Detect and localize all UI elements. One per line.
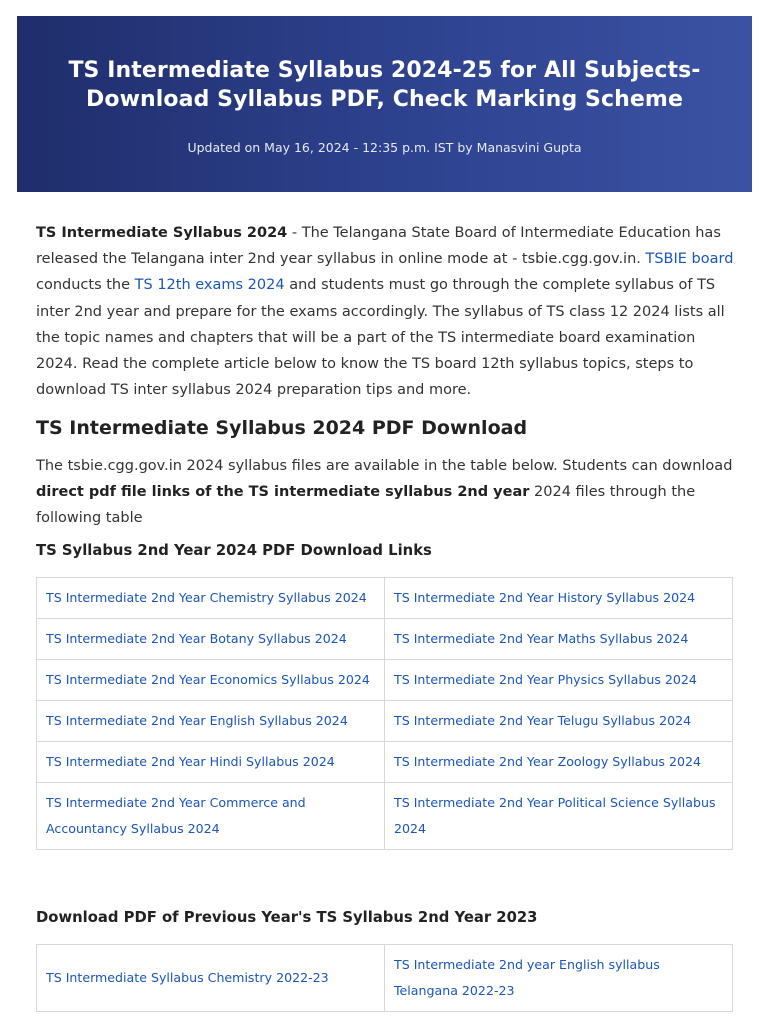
physics-syllabus-link[interactable]: TS Intermediate 2nd Year Physics Syllabus 2024 (394, 672, 697, 688)
ts-12th-exams-link[interactable]: TS 12th exams 2024 (134, 277, 285, 294)
table-row (37, 945, 733, 1012)
page-title: TS Intermediate Syllabus 2024-25 for All Subjects- Download Syllabus PDF, Check Marking Scheme (68, 58, 701, 112)
table-cell (385, 619, 733, 660)
intro-paragraph (36, 220, 736, 403)
intro-text-2: conducts the (36, 277, 135, 294)
desc-text-post: 2024 files through the following table (36, 484, 696, 527)
zoology-syllabus-link[interactable]: TS Intermediate 2nd Year Zoology Syllabus 2024 (394, 754, 702, 770)
updated-meta: Updated on May 16, 2024 - 12:35 p.m. IST by Manasvini Gupta (187, 140, 582, 155)
table-cell (385, 660, 733, 701)
commerce-accountancy-syllabus-link[interactable]: TS Intermediate 2nd Year Commerce and Accountancy Syllabus 2024 (46, 795, 306, 837)
chemistry-2022-23-link[interactable]: TS Intermediate Syllabus Chemistry 2022-23 (46, 970, 329, 986)
maths-syllabus-link[interactable]: TS Intermediate 2nd Year Maths Syllabus 2024 (394, 631, 689, 647)
table-cell (385, 783, 733, 850)
chemistry-syllabus-link[interactable]: TS Intermediate 2nd Year Chemistry Syllabus 2024 (46, 590, 367, 606)
history-syllabus-link[interactable]: TS Intermediate 2nd Year History Syllabus 2024 (394, 590, 696, 606)
previous-year-links-table (36, 944, 733, 1012)
intro-lead: TS Intermediate Syllabus 2024 (36, 225, 288, 241)
previous-year-heading: Download PDF of Previous Year's TS Syllabus 2nd Year 2023 (36, 909, 538, 927)
tsbie-board-link[interactable]: TSBIE board (645, 251, 734, 268)
table-row (37, 619, 733, 660)
table-cell (37, 783, 385, 850)
article-body (36, 220, 736, 1012)
article-header (17, 16, 752, 192)
political-science-syllabus-link[interactable]: TS Intermediate 2nd Year Political Science Syllabus 2024 (394, 795, 716, 837)
table-cell (385, 578, 733, 619)
table-row (37, 701, 733, 742)
table-cell (385, 742, 733, 783)
hindi-syllabus-link[interactable]: TS Intermediate 2nd Year Hindi Syllabus 2024 (46, 754, 335, 770)
table-row (37, 578, 733, 619)
botany-syllabus-link[interactable]: TS Intermediate 2nd Year Botany Syllabus 2024 (46, 631, 347, 647)
english-2022-23-link[interactable]: TS Intermediate 2nd year English syllabus Telangana 2022-23 (394, 957, 660, 999)
english-syllabus-link[interactable]: TS Intermediate 2nd Year English Syllabus 2024 (46, 713, 348, 729)
table-row (37, 660, 733, 701)
table-row (37, 783, 733, 850)
section-heading-pdf-download: TS Intermediate Syllabus 2024 PDF Download (36, 417, 528, 440)
table-cell (37, 660, 385, 701)
section-description (36, 453, 736, 531)
table-cell (385, 701, 733, 742)
desc-text-pre: The tsbie.cgg.gov.in 2024 syllabus files are available in the table below. Students can download (36, 458, 733, 475)
economics-syllabus-link[interactable]: TS Intermediate 2nd Year Economics Syllabus 2024 (46, 672, 370, 688)
intro-text-1: - The Telangana State Board of Intermediate Education has released the Telangana inter 2nd year syllabus in online mode at - tsbie.cgg.gov.in. (36, 225, 721, 268)
table-cell (385, 945, 733, 1012)
table-cell (37, 619, 385, 660)
table-cell (37, 578, 385, 619)
table-cell (37, 945, 385, 1012)
table-cell (37, 701, 385, 742)
desc-text-bold: direct pdf file links of the TS intermediate syllabus 2nd year (36, 484, 530, 501)
table-cell (37, 742, 385, 783)
telugu-syllabus-link[interactable]: TS Intermediate 2nd Year Telugu Syllabus 2024 (394, 713, 692, 729)
table-row (37, 742, 733, 783)
download-links-heading: TS Syllabus 2nd Year 2024 PDF Download Links (36, 542, 432, 560)
syllabus-links-table (36, 577, 733, 850)
intro-text-3: and students must go through the complete syllabus of TS inter 2nd year and prepare for the exams accordingly. The syllabus of TS class 12 2024 lists all the topic names and chapters that will be a part of the TS intermediate board examination 2024. Read the complete article below to know the TS board 12th syllabus topics, steps to download TS inter syllabus 2024 preparation tips and more. (36, 277, 725, 399)
